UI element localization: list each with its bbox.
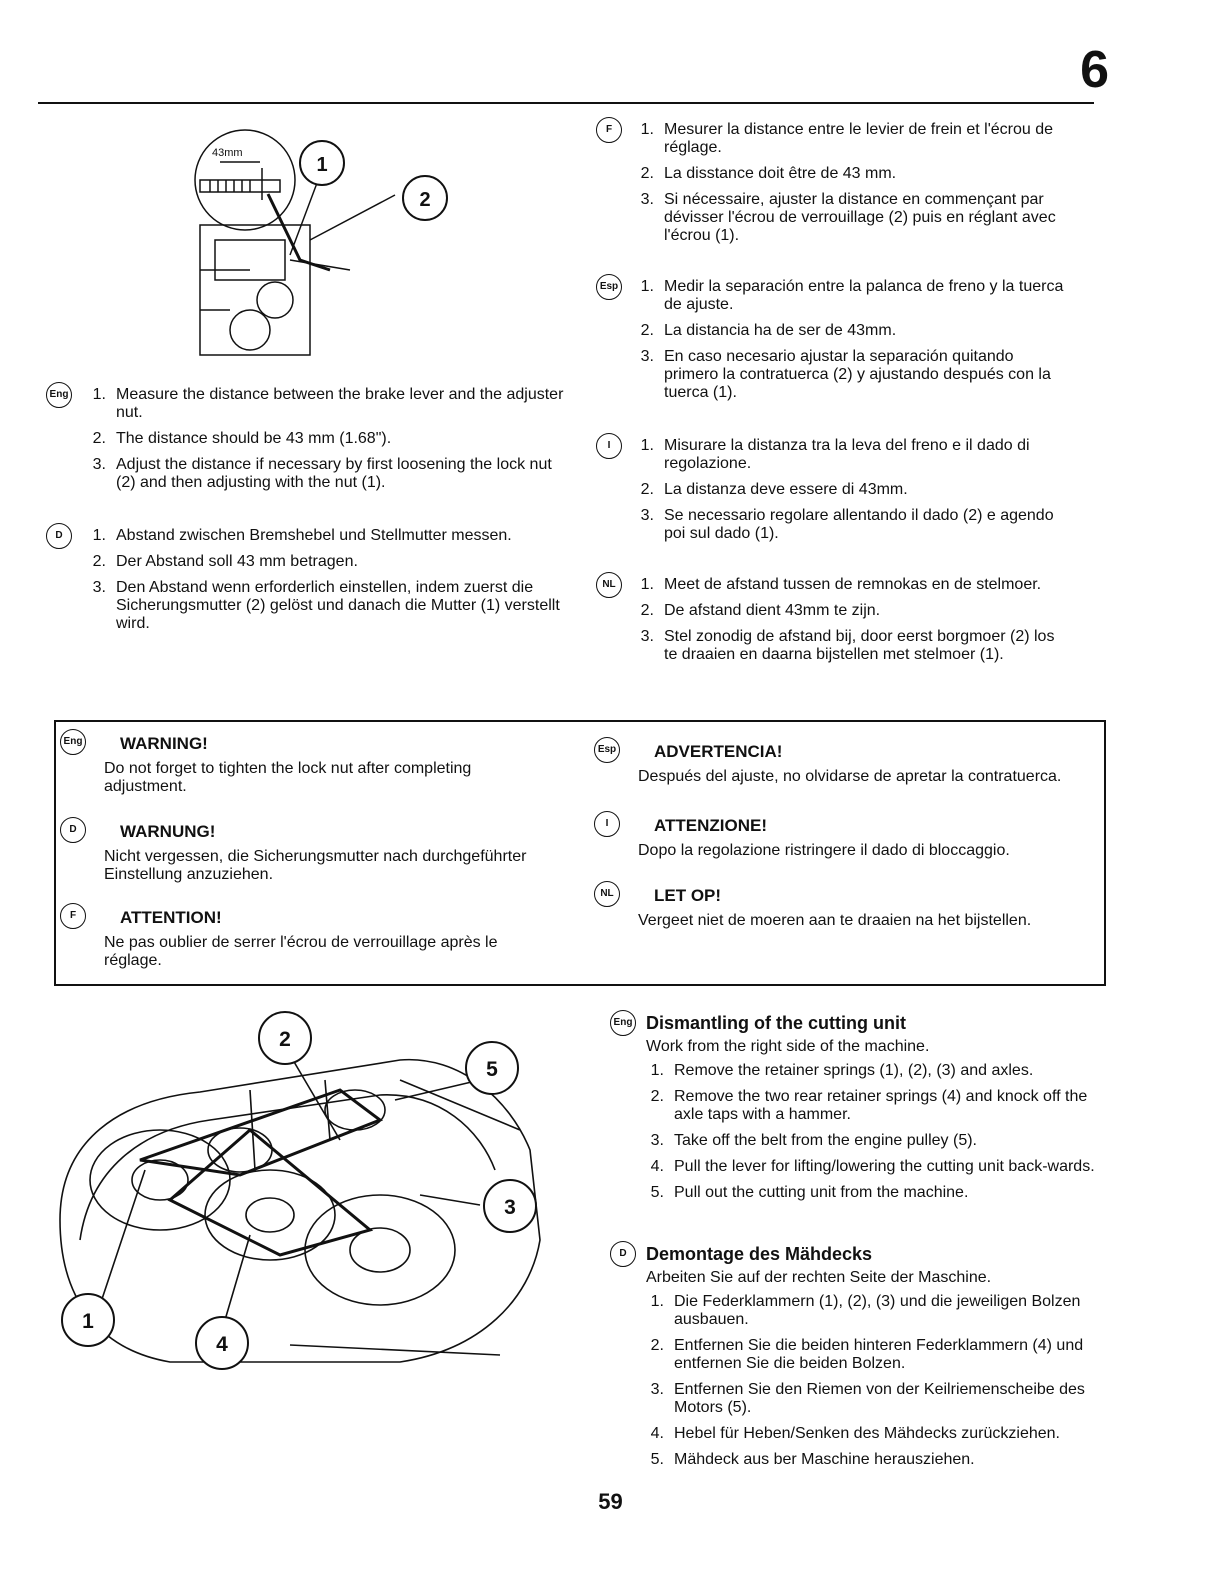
list-item: 5. Pull out the cutting unit from the machine. bbox=[650, 1184, 969, 1201]
list-item: 1. Misurare la distanza tra la leva del freno e il dado di regolazione. bbox=[640, 437, 1030, 472]
nl-instructions bbox=[596, 576, 1066, 672]
callout-2: 2 bbox=[419, 189, 431, 211]
brake-adjustment-figure bbox=[180, 120, 480, 375]
list-item: 2. Der Abstand soll 43 mm betragen. bbox=[92, 553, 358, 570]
list-item: 1. Mesurer la distance entre le levier de frein et l'écrou de réglage. bbox=[640, 121, 1054, 156]
deck-callout-1: 1 bbox=[82, 1310, 94, 1333]
callout-1: 1 bbox=[316, 154, 328, 176]
list-item: 2. The distance should be 43 mm (1.68"). bbox=[92, 430, 392, 447]
svg-text:43mm: 43mm bbox=[212, 147, 243, 159]
list-item: 2. De afstand dient 43mm te zijn. bbox=[640, 602, 881, 619]
list-item: 3. Entfernen Sie den Riemen von der Keilriemenscheibe des Motors (5). bbox=[650, 1381, 1085, 1416]
warning-esp: Esp ADVERTENCIA! Después del ajuste, no olvidarse de apretar la contratuerca. bbox=[638, 742, 1093, 786]
lang-badge-d: D bbox=[46, 523, 72, 549]
list-item: 2. La distancia ha de ser de 43mm. bbox=[640, 322, 897, 339]
lang-badge-i: I bbox=[596, 433, 622, 459]
list-item: 3. En caso necesario ajustar la separación quitando primero la contratuerca (2) y ajustando después con la tuerca (1). bbox=[640, 348, 1051, 401]
section-heading: Demontage des Mähdecks bbox=[646, 1244, 873, 1264]
section-number: 6 bbox=[1080, 41, 1109, 99]
list-item: 3. Stel zonodig de afstand bij, door eerst borgmoer (2) los te draaien en daarna bijstellen met stelmoer (1). bbox=[640, 628, 1055, 663]
section-heading: Dismantling of the cutting unit bbox=[646, 1013, 906, 1033]
list-item: 2. Entfernen Sie die beiden hinteren Federklammern (4) und entfernen Sie die beiden Bolzen. bbox=[650, 1337, 1084, 1372]
list-item: 1. Remove the retainer springs (1), (2), (3) and axles. bbox=[650, 1062, 1034, 1079]
cutting-deck-figure bbox=[40, 1000, 560, 1385]
lang-badge-esp: Esp bbox=[594, 737, 620, 763]
dismantling-d: D Demontage des Mähdecks Arbeiten Sie auf der rechten Seite der Maschine. 1. Die Federklammern (1), (2), (3) und die jeweiligen Bolzen ausbauen. 2. Entfernen Sie die beiden hinteren Federklammern (4) und entfernen Sie die beiden Bolzen. 3. Entfernen Sie den Riemen von der Keilriemenscheibe des Motors (5). 4. Hebel für Heben/Senken des Mähdecks zurückziehen. 5. Mähdeck aus ber Maschine herausziehen. bbox=[610, 1245, 1120, 1477]
d-instructions bbox=[46, 527, 566, 641]
esp-instructions bbox=[596, 278, 1066, 410]
warning-f: F ATTENTION! Ne pas oublier de serrer l'écrou de verrouillage après le réglage. bbox=[104, 908, 554, 970]
list-item: 4. Pull the lever for lifting/lowering the cutting unit back-wards. bbox=[650, 1158, 1095, 1175]
list-item: 3. Adjust the distance if necessary by first loosening the lock nut (2) and then adjusting with the nut (1). bbox=[92, 456, 552, 491]
list-item: 2. La disstance doit être de 43 mm. bbox=[640, 165, 897, 182]
lang-badge-f: F bbox=[596, 117, 622, 143]
dismantling-eng: Eng Dismantling of the cutting unit Work from the right side of the machine. 1. Remove the retainer springs (1), (2), (3) and axles. 2. Remove the two rear retainer springs (4) and knock off the axle taps with a hammer. 3. Take off the belt from the engine pulley (5). 4. Pull the lever for lifting/lowering the cutting unit back-wards. 5. Pull out the cutting unit from the machine. bbox=[610, 1014, 1120, 1210]
list-item: 3. Si nécessaire, ajuster la distance en commençant par dévisser l'écrou de verrouillage (2) puis en réglant avec l'écrou (1). bbox=[640, 191, 1056, 244]
list-item: 5. Mähdeck aus ber Maschine herausziehen. bbox=[650, 1451, 975, 1468]
list-item: 3. Den Abstand wenn erforderlich einstellen, indem zuerst die Sicherungsmutter (2) gelöst und danach die Mutter (1) verstellt wird. bbox=[92, 579, 560, 632]
warning-box bbox=[54, 720, 1106, 986]
lang-badge-nl: NL bbox=[596, 572, 622, 598]
deck-callout-5: 5 bbox=[486, 1058, 498, 1081]
list-item: 4. Hebel für Heben/Senken des Mähdecks zurückziehen. bbox=[650, 1425, 1060, 1442]
list-item: 1. Die Federklammern (1), (2), (3) und die jeweiligen Bolzen ausbauen. bbox=[650, 1293, 1081, 1328]
lang-badge-eng: Eng bbox=[610, 1010, 636, 1036]
page-number: 59 bbox=[598, 1489, 623, 1514]
list-item: 1. Abstand zwischen Bremshebel und Stellmutter messen. bbox=[92, 527, 512, 544]
warning-nl: NL LET OP! Vergeet niet de moeren aan te draaien na het bijstellen. bbox=[638, 886, 1093, 930]
warning-i: I ATTENZIONE! Dopo la regolazione ristringere il dado di bloccaggio. bbox=[638, 816, 1093, 860]
list-item: 1. Medir la separación entre la palanca de freno y la tuerca de ajuste. bbox=[640, 278, 1064, 313]
lang-badge-d: D bbox=[60, 817, 86, 843]
eng-instructions bbox=[46, 386, 566, 500]
list-item: 3. Se necessario regolare allentando il dado (2) e agendo poi sul dado (1). bbox=[640, 507, 1054, 542]
lang-badge-esp: Esp bbox=[596, 274, 622, 300]
lang-badge-f: F bbox=[60, 903, 86, 929]
lang-badge-eng: Eng bbox=[46, 382, 72, 408]
list-item: 1. Measure the distance between the brake lever and the adjuster nut. bbox=[92, 386, 564, 421]
list-item: 1. Meet de afstand tussen de remnokas en de stelmoer. bbox=[640, 576, 1042, 593]
deck-callout-3: 3 bbox=[504, 1196, 516, 1219]
lang-badge-eng: Eng bbox=[60, 729, 86, 755]
i-instructions bbox=[596, 437, 1066, 551]
f-instructions bbox=[596, 121, 1066, 253]
lang-badge-d: D bbox=[610, 1241, 636, 1267]
list-item: 3. Take off the belt from the engine pulley (5). bbox=[650, 1132, 977, 1149]
deck-callout-2: 2 bbox=[279, 1028, 291, 1051]
warning-d: D WARNUNG! Nicht vergessen, die Sicherungsmutter nach durchgeführter Einstellung anzuziehen. bbox=[104, 822, 554, 884]
warning-eng: Eng WARNING! Do not forget to tighten the lock nut after completing adjustment. bbox=[104, 734, 554, 796]
lang-badge-i: I bbox=[594, 811, 620, 837]
header-rule bbox=[38, 102, 1094, 104]
lang-badge-nl: NL bbox=[594, 881, 620, 907]
deck-callout-4: 4 bbox=[216, 1333, 228, 1356]
list-item: 2. La distanza deve essere di 43mm. bbox=[640, 481, 908, 498]
list-item: 2. Remove the two rear retainer springs (4) and knock off the axle taps with a hammer. bbox=[650, 1088, 1088, 1123]
